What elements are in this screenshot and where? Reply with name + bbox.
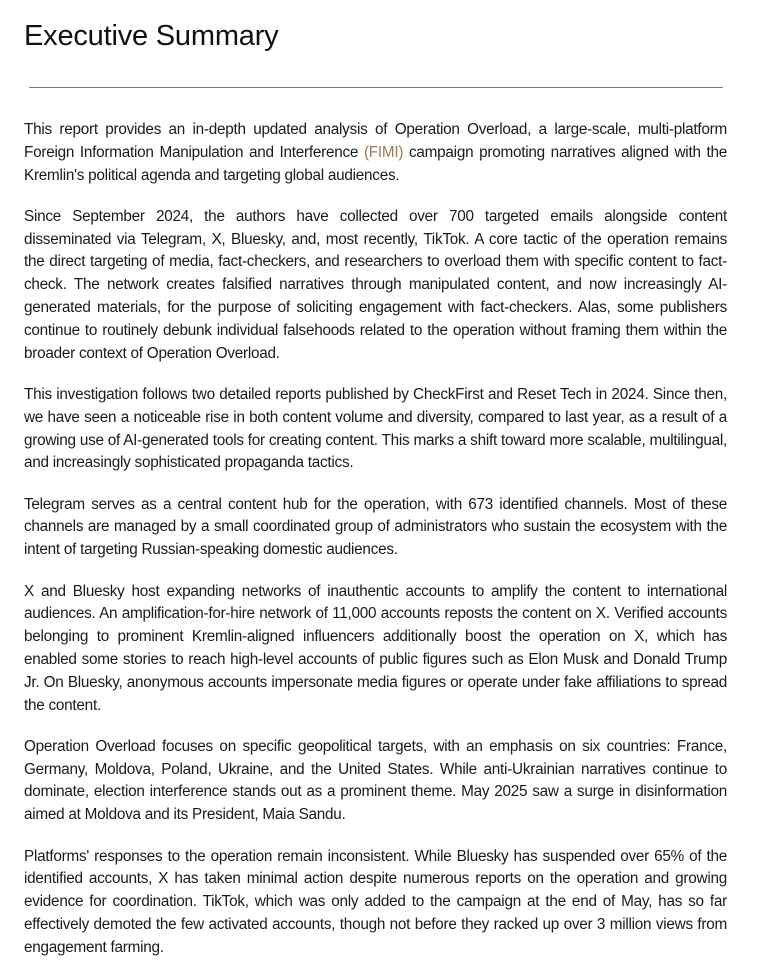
intro-text-before: This report provides an in-depth updated analysis of Operation Overload, a large-scale, multi-platform Foreign Information Manipulation and Interference: [24, 121, 727, 161]
summary-body: [24, 119, 727, 978]
paragraph-intro: [24, 119, 727, 187]
title-divider: [29, 87, 723, 88]
paragraph-x-bluesky-networks: X and Bluesky host expanding networks of inauthentic accounts to amplify the content to international audiences. An amplification-for-hire network of 11,000 accounts reposts the content on X. Verified accounts belonging to prominent Kremlin-aligned influencers additionally boost the operation on X, which has enabled some stories to reach high-level accounts of public figures such as Elon Musk and Donald Trump Jr. On Bluesky, anonymous accounts impersonate media figures or operate under fake affiliations to spread the content.: [24, 582, 727, 714]
page-title: Executive Summary: [24, 20, 279, 52]
paragraph-emails-collected: Since September 2024, the authors have collected over 700 targeted emails alongside content disseminated via Telegram, X, Bluesky, and, most recently, TikTok. A core tactic of the operation remains the direct targeting of media, fact-checkers, and researchers to overload them with specific content to fact-check. The network creates falsified narratives through manipulated content, and now increasingly AI-generated materials, for the purpose of soliciting engagement with fact-checkers. Alas, some publishers continue to routinely debunk individual falsehoods related to the operation without framing them within the broader context of Operation Overload.: [24, 207, 727, 362]
paragraph-platform-responses: Platforms' responses to the operation remain inconsistent. While Bluesky has suspended over 65% of the identified accounts, X has taken minimal action despite numerous reports on the operation and growing evidence for coordination. TikTok, which was only added to the campaign at the end of May, has so far effectively demoted the few activated accounts, though not before they racked up over 3 million views from engagement farming.: [24, 847, 727, 956]
paragraph-telegram-hub: Telegram serves as a central content hub for the operation, with 673 identified channels. Most of these channels are managed by a small coordinated group of administrators who sustain the ecosystem with the intent of targeting Russian-speaking domestic audiences.: [24, 495, 727, 559]
intro-text-after: campaign promoting narratives aligned with the Kremlin's political agenda and targeting global audiences.: [24, 143, 728, 184]
fimi-acronym: (FIMI): [363, 143, 404, 161]
paragraph-geopolitical-targets: Operation Overload focuses on specific geopolitical targets, with an emphasis on six countries: France, Germany, Moldova, Poland, Ukraine, and the United States. While anti-Ukrainian narratives continue to dominate, election interference stands out as a prominent theme. May 2025 saw a surge in disinformation aimed at Moldova and its President, Maia Sandu.: [24, 737, 727, 824]
paragraph-investigation-background: This investigation follows two detailed reports published by CheckFirst and Reset Tech in 2024. Since then, we have seen a noticeable rise in both content volume and diversity, compared to last year, as a result of a growing use of AI-generated tools for creating content. This marks a shift toward more scalable, multilingual, and increasingly sophisticated propaganda tactics.: [24, 385, 727, 472]
